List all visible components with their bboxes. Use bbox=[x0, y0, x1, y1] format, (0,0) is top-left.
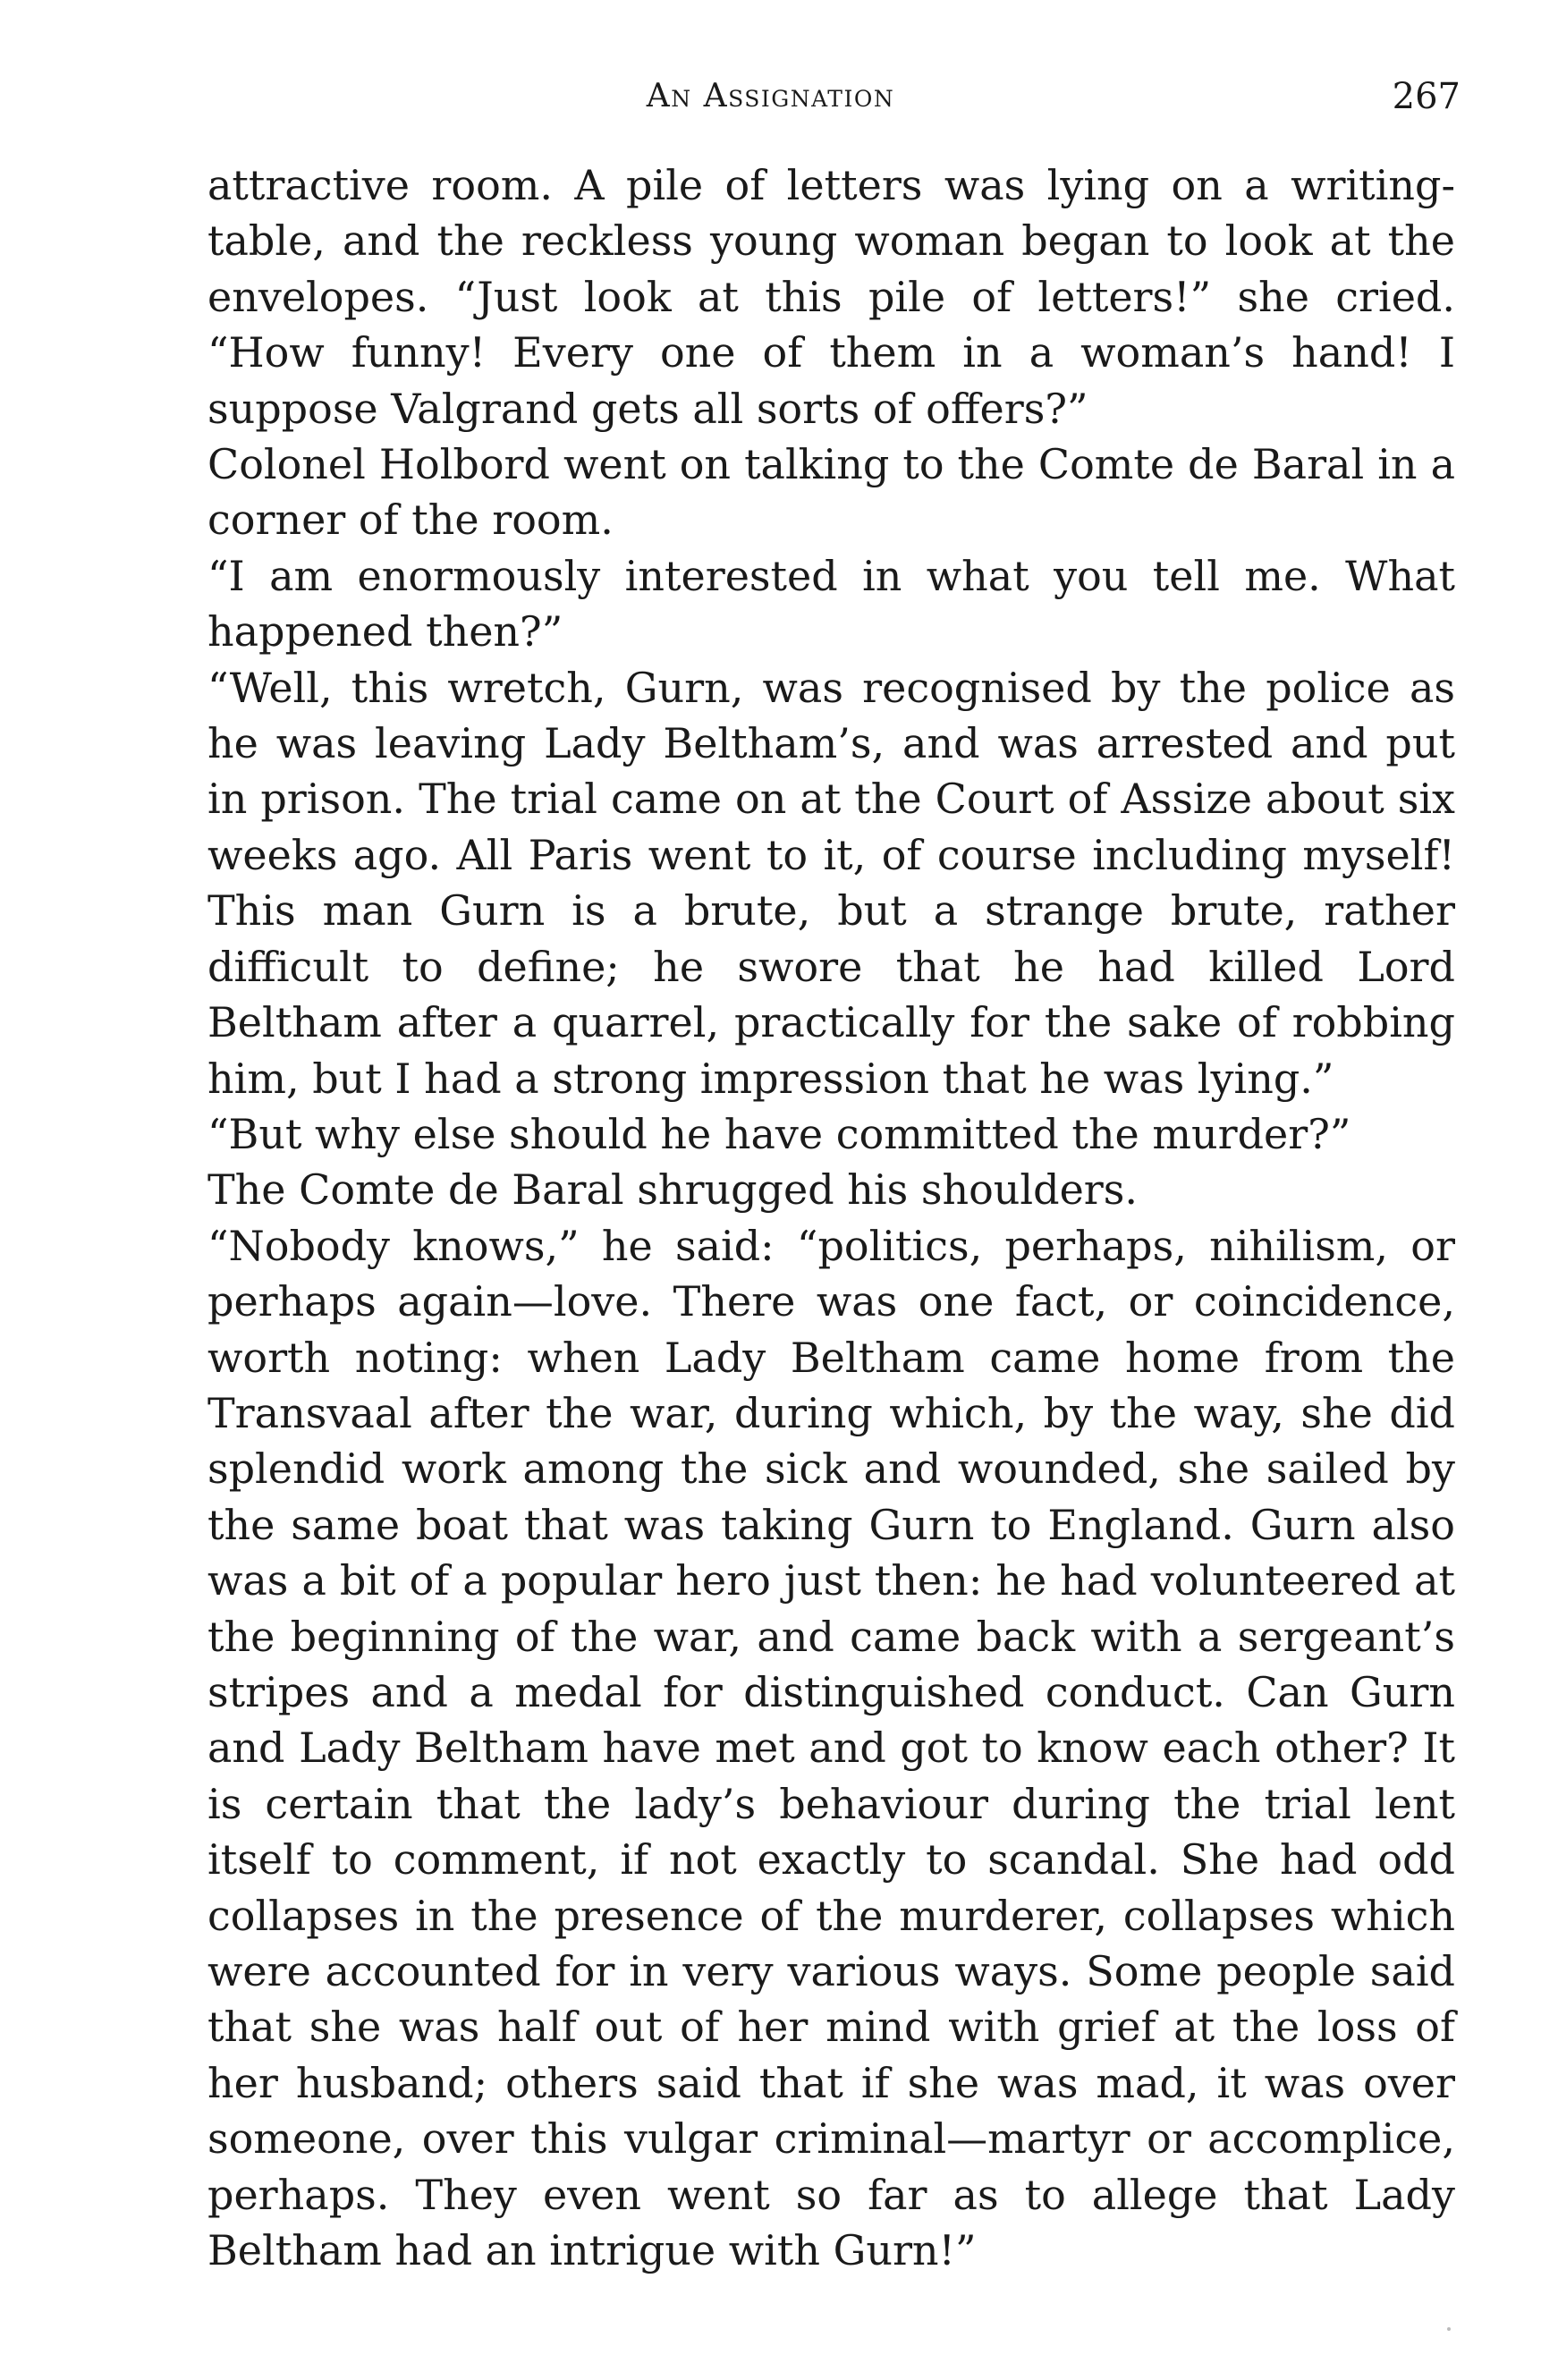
page-number: 267 bbox=[1392, 76, 1461, 117]
paragraph: “Well, this wretch, Gurn, was recognised by the police as he was leaving Lady Beltham’s, and was arrested and put in prison. The trial came on at the Court of Assize about six weeks ago. All Paris went to it, of course including myself! This man Gurn is a brute, but a strange brute, rather difficult to define; he swore that he had killed Lord Beltham after a quarrel, practically for the sake of robbing him, but I had a strong impression that he was lying.” bbox=[207, 663, 1455, 1103]
paragraph: “But why else should he have committed the murder?” bbox=[207, 1109, 1351, 1158]
paragraph: “Nobody knows,” he said: “politics, perhaps, nihilism, or perhaps again—love. There was one fact, or coincidence, worth noting: when Lady Beltham came home from the Transvaal after the war, during which, by the way, she did splendid work among the sick and wounded, she sailed by the same boat that was taking Gurn to England. Gurn also was a bit of a popular hero just then: he had volunteered at the beginning of the war, and came back with a sergeant’s stripes and a medal for distinguished conduct. Can Gurn and Lady Beltham have met and got to know each other? It is certain that the lady’s behaviour during the trial lent itself to comment, if not exactly to scandal. She had odd collapses in the presence of the murderer, collapses which were accounted for in very various ways. Some people said that she was half out of her mind with grief at the loss of her husband; others said that if she was mad, it was over someone, over this vulgar criminal—martyr or accomplice, perhaps. They even went so far as to allege that Lady Beltham had an intrigue with Gurn!” bbox=[207, 1221, 1455, 2275]
paragraph: Colonel Holbord went on talking to the Comte de Baral in a corner of the room. bbox=[207, 440, 1455, 545]
paragraph: The Comte de Baral shrugged his shoulders. bbox=[207, 1165, 1139, 1215]
paragraph: “I am enormously interested in what you tell me. What happened then?” bbox=[207, 551, 1455, 656]
body-text bbox=[207, 157, 1455, 2278]
running-head bbox=[0, 70, 1541, 123]
paper-speck bbox=[1447, 2327, 1451, 2331]
paragraph: attractive room. A pile of letters was lying on a writing-table, and the reckless young woman began to look at the envelopes. “Just look at this pile of letters!” she cried. “How funny! Every one of them in a woman’s hand! I suppose Valgrand gets all sorts of offers?” bbox=[207, 161, 1455, 433]
running-title: An Assignation bbox=[646, 78, 895, 114]
